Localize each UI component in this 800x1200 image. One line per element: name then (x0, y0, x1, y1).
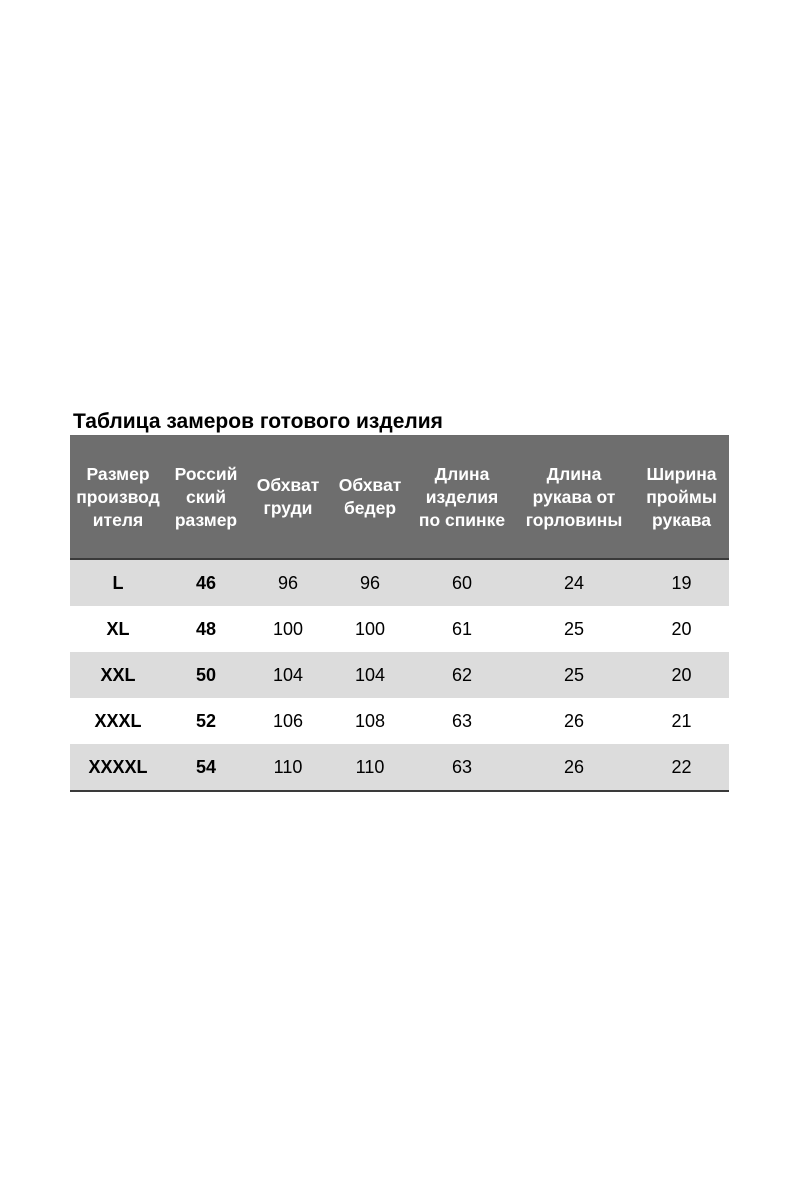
cell-manufacturer-size: XXXXL (88, 756, 148, 777)
cell-sleeve-length: 25 (563, 618, 585, 639)
cell-manufacturer-size: XXXL (94, 710, 142, 731)
cell-russian-size: 48 (195, 618, 217, 639)
cell-chest: 100 (272, 618, 304, 639)
cell-back-length: 63 (451, 710, 473, 731)
measurements-table (70, 435, 729, 792)
cell-russian-size: 52 (195, 710, 217, 731)
cell-russian-size: 54 (195, 756, 217, 777)
cell-back-length: 62 (451, 664, 473, 685)
cell-sleeve-length: 24 (563, 572, 585, 593)
cell-back-length: 61 (451, 618, 473, 639)
cell-chest: 104 (272, 664, 304, 685)
cell-armhole-width: 22 (671, 756, 692, 777)
cell-armhole-width: 19 (671, 572, 692, 593)
header-russian-size: Россий ский размер (174, 463, 238, 530)
cell-chest: 96 (277, 572, 299, 593)
cell-manufacturer-size: XXL (100, 664, 136, 685)
cell-russian-size: 46 (195, 572, 217, 593)
header-sleeve-length: Длина рукава от горловины (525, 463, 623, 530)
cell-back-length: 63 (451, 756, 473, 777)
table-row (70, 560, 729, 606)
header-back-length: Длина изделия по спинке (418, 463, 506, 530)
cell-chest: 110 (273, 756, 303, 777)
cell-armhole-width: 20 (671, 664, 692, 685)
header-hips: Обхват бедер (338, 475, 402, 518)
header-manufacturer-size: Размер производ ителя (76, 463, 160, 530)
cell-sleeve-length: 26 (563, 756, 585, 777)
cell-manufacturer-size: L (112, 572, 124, 593)
cell-sleeve-length: 26 (563, 710, 585, 731)
header-armhole-width: Ширина проймы рукава (646, 463, 717, 530)
cell-hips: 110 (355, 756, 385, 777)
table-row (70, 606, 729, 652)
header-chest: Обхват груди (256, 475, 320, 518)
table-row (70, 698, 729, 744)
table-row (70, 744, 729, 790)
cell-hips: 96 (359, 572, 381, 593)
cell-back-length: 60 (451, 572, 473, 593)
cell-chest: 106 (272, 710, 304, 731)
cell-russian-size: 50 (195, 664, 217, 685)
cell-hips: 108 (354, 710, 386, 731)
table-row (70, 652, 729, 698)
cell-sleeve-length: 25 (563, 664, 585, 685)
cell-hips: 104 (354, 664, 386, 685)
table-title: Таблица замеров готового изделия (73, 410, 443, 433)
cell-armhole-width: 20 (671, 618, 692, 639)
cell-hips: 100 (354, 618, 386, 639)
cell-manufacturer-size: XL (106, 618, 130, 639)
cell-armhole-width: 21 (671, 710, 692, 731)
table-header (70, 436, 729, 560)
